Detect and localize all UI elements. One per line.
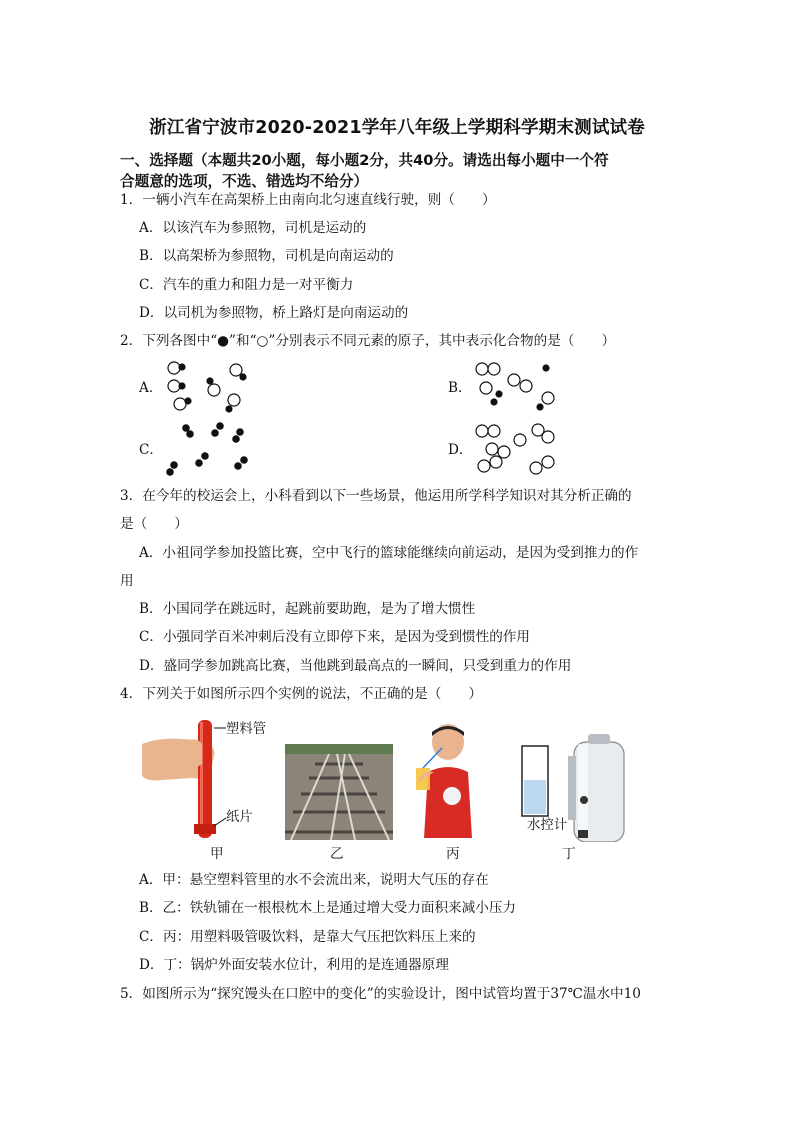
q3-option-b: B．小国同学在跳远时，起跳前要助跑，是为了增大惯性 (139, 601, 476, 617)
q1-stem: 1．一辆小汽车在高架桥上由南向北匀速直线行驶，则（ ） (120, 192, 496, 208)
q4-option-c: C．丙：用塑料吸管吸饮料，是靠大气压把饮料压上来的 (139, 929, 476, 945)
q4-caption-bing: 丙 (446, 846, 460, 862)
q3-stem-line1: 3．在今年的校运会上，小科看到以下一些场景，他运用所学科学知识对其分析正确的 (120, 488, 632, 504)
q4-figure-bing-boy (408, 722, 488, 840)
q3-option-a-line2: 用 (120, 573, 134, 589)
q1-option-d: D．以司机为参照物，桥上路灯是向南运动的 (139, 305, 409, 321)
q4-figure-yi-railway (285, 744, 393, 840)
q1-option-b: B．以高架桥为参照物，司机是向南运动的 (139, 248, 394, 264)
page-title: 浙江省宁波市2020-2021学年八年级上学期科学期末测试试卷 (149, 118, 645, 138)
q2-diagram-d (470, 418, 560, 478)
q3-stem-line2: 是（ ） (120, 516, 188, 532)
q4-stem: 4．下列关于如图所示四个实例的说法，不正确的是（ ） (120, 686, 483, 702)
section-heading-line1: 一、选择题（本题共20小题，每小题2分，共40分。请选出每小题中一个符 (120, 152, 609, 169)
q1-option-c: C．汽车的重力和阻力是一对平衡力 (139, 277, 354, 293)
q4-caption-ding: 丁 (562, 846, 576, 862)
q2-diagram-c (160, 418, 260, 478)
q2-label-b: B． (448, 380, 472, 396)
section-heading-line2: 合题意的选项，不选、错选均不给分） (120, 173, 369, 190)
q4-option-d: D．丁：锅炉外面安装水位计，利用的是连通器原理 (139, 957, 449, 973)
q4-label-paper: 纸片 (226, 810, 253, 825)
q1-option-a: A．以该汽车为参照物，司机是运动的 (139, 220, 367, 236)
q3-option-d: D．盛同学参加跳高比赛，当他跳到最高点的一瞬间，只受到重力的作用 (139, 658, 572, 674)
q2-diagram-a (160, 358, 260, 418)
q3-option-c: C．小强同学百米冲刺后没有立即停下来，是因为受到惯性的作用 (139, 629, 531, 645)
q3-option-a-line1: A．小祖同学参加投篮比赛，空中飞行的篮球能继续向前运动，是因为受到推力的作 (139, 545, 639, 561)
q4-label-gauge: 水控计 (527, 818, 568, 833)
q2-label-c: C． (139, 442, 163, 458)
q5-stem: 5．如图所示为“探究馒头在口腔中的变化”的实验设计，图中试管均置于37℃温水中10 (120, 986, 641, 1002)
q2-stem: 2．下列各图中“●”和“○”分别表示不同元素的原子，其中表示化合物的是（ ） (120, 333, 616, 349)
q4-caption-jia: 甲 (210, 846, 224, 862)
q2-label-a: A． (139, 380, 163, 396)
q4-label-tube: 塑料管 (226, 722, 267, 737)
q2-diagram-b (470, 358, 560, 418)
q4-caption-yi: 乙 (330, 846, 344, 862)
q2-label-d: D． (448, 442, 473, 458)
q4-option-a: A．甲：悬空塑料管里的水不会流出来，说明大气压的存在 (139, 872, 489, 888)
q4-option-b: B．乙：铁轨铺在一根根枕木上是通过增大受力面积来减小压力 (139, 900, 517, 916)
